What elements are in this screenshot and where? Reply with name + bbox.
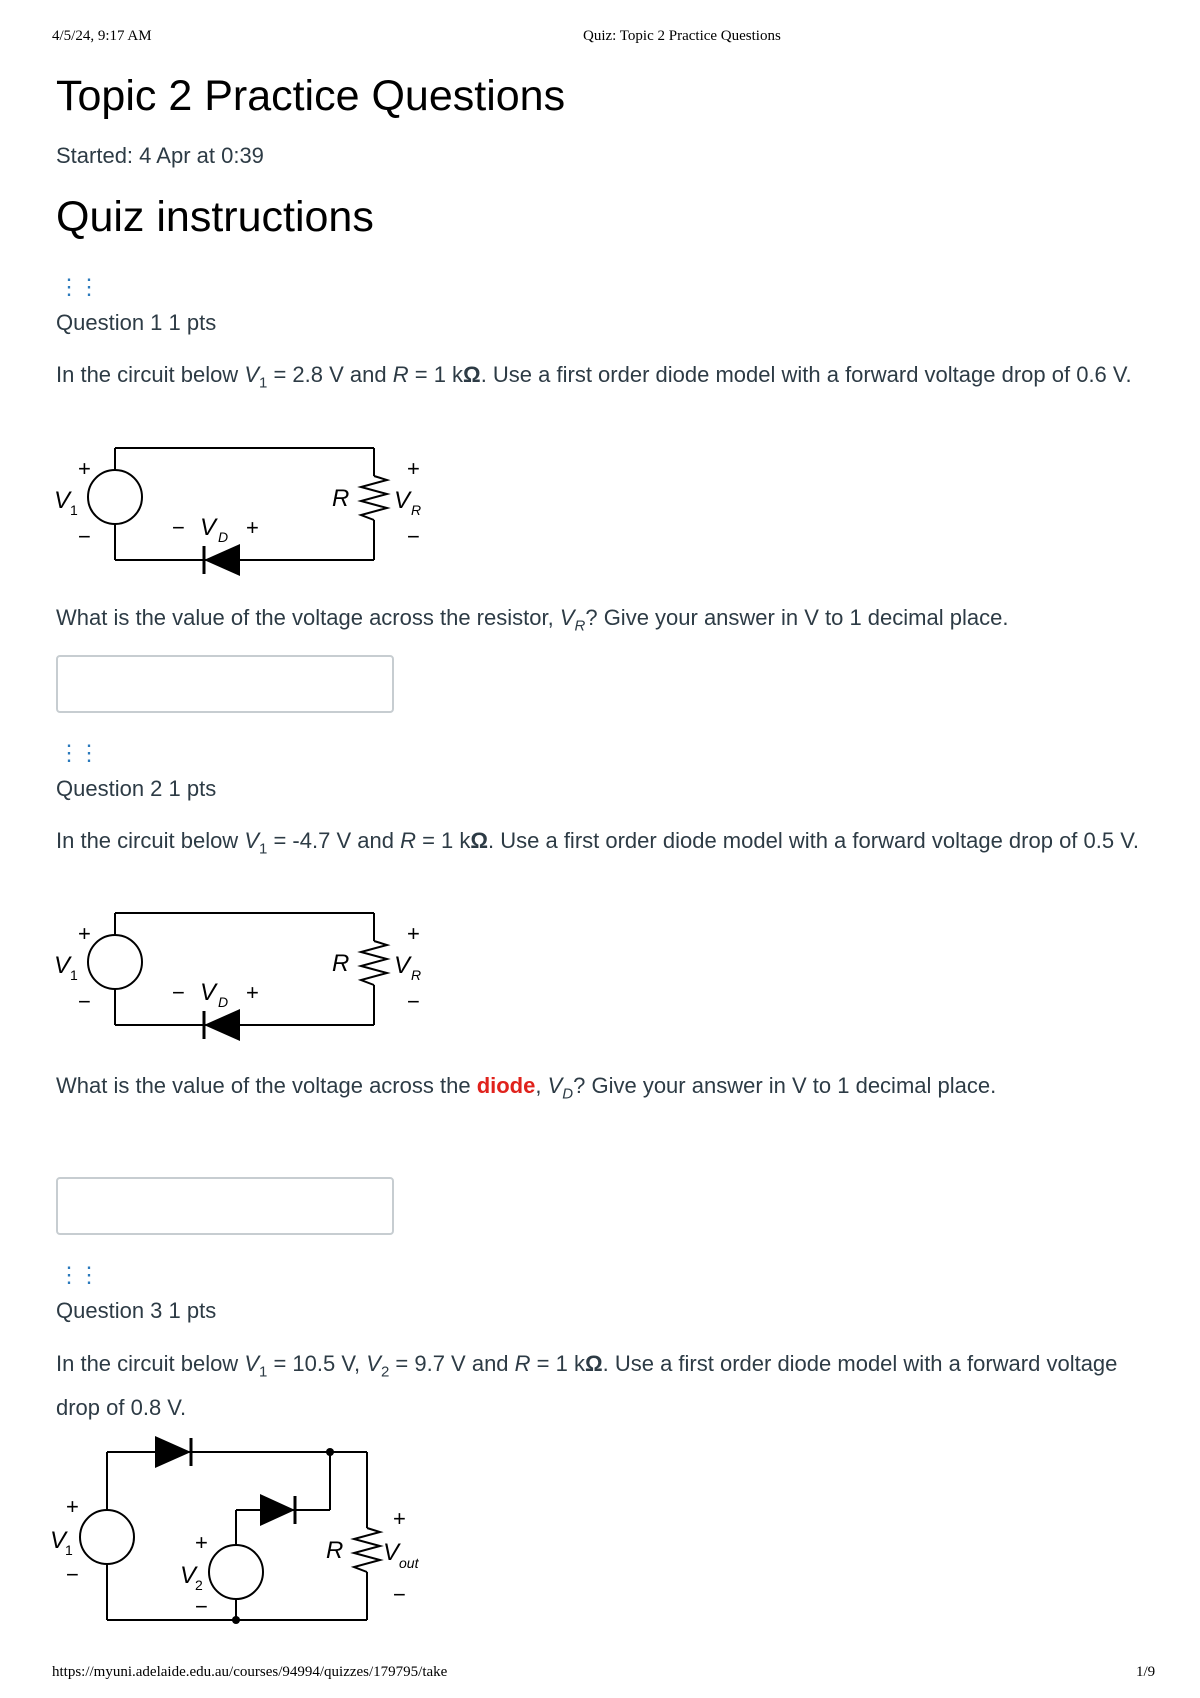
vr-label: V — [394, 487, 411, 514]
v1-plus-label: + — [78, 921, 91, 946]
v1-minus-label: − — [78, 989, 91, 1014]
v1-plus-label: + — [78, 456, 91, 481]
question-1-prompt: What is the value of the voltage across the resistor, $V_R$? Give your answer in V to 1 decimal place. — [56, 605, 1009, 635]
print-datetime: 4/5/24, 9:17 AM — [52, 28, 152, 44]
v2-label: V — [180, 1562, 197, 1589]
v1-label: V — [54, 952, 71, 979]
drag-handle-icon[interactable]: ⋮⋮ — [58, 274, 98, 299]
question-1-circuit-diagram — [50, 440, 440, 590]
question-2-text: In the circuit below $V_1 = -4.7$ V and R = 1 kΩ. Use a first order diode model with a forward voltage drop of 0.5 V. — [56, 828, 1139, 858]
junction-node — [232, 1616, 240, 1624]
quiz-started-time: Started: 4 Apr at 0:39 — [56, 143, 264, 168]
vd-label: V — [200, 514, 217, 541]
vr-plus-label: + — [407, 921, 420, 946]
vout-label: V — [383, 1539, 400, 1566]
v1-minus-label: − — [78, 524, 91, 549]
drag-handle-icon[interactable]: ⋮⋮ — [58, 740, 98, 765]
v1-plus-label: + — [66, 1494, 79, 1519]
v1-subscript: 1 — [70, 502, 78, 518]
diode-icon — [204, 544, 240, 576]
page-title: Topic 2 Practice Questions — [56, 72, 566, 120]
vd-minus-label: − — [172, 980, 185, 1005]
question-2-answer-input[interactable] — [56, 1177, 394, 1235]
vd-plus-label: + — [246, 515, 259, 540]
v1-subscript: 1 — [70, 967, 78, 983]
vd-subscript: D — [218, 529, 229, 545]
quiz-instructions-heading: Quiz instructions — [56, 193, 374, 241]
vr-subscript: R — [411, 967, 422, 983]
diode-icon — [155, 1436, 191, 1468]
question-1-heading: Question 1 1 pts — [56, 310, 217, 335]
question-1-answer-input[interactable] — [56, 655, 394, 713]
print-page-number: 1/9 — [1136, 1664, 1156, 1680]
vd-label: V — [200, 979, 217, 1006]
print-url: https://myuni.adelaide.edu.au/courses/94994/quizzes/179795/take — [52, 1664, 448, 1680]
v2-minus-label: − — [195, 1594, 208, 1619]
v1-minus-label: − — [66, 1562, 79, 1587]
resistor-label: R — [332, 485, 350, 512]
vd-minus-label: − — [172, 515, 185, 540]
question-2-heading: Question 2 1 pts — [56, 776, 217, 801]
question-3-heading: Question 3 1 pts — [56, 1298, 217, 1323]
vr-minus-label: − — [407, 989, 420, 1014]
vd-subscript: D — [218, 994, 229, 1010]
v1-label: V — [50, 1527, 67, 1554]
question-3-text: In the circuit below $V_1 = 10.5$ V, $V_2 = 9.7$ V and R = 1 kΩ. Use a first order diode model with a forward voltage drop of 0.8 V. — [56, 1351, 1118, 1421]
v1-subscript: 1 — [65, 1542, 73, 1558]
vr-minus-label: − — [407, 524, 420, 549]
vout-subscript: out — [399, 1555, 419, 1571]
v2-subscript: 2 — [195, 1577, 203, 1593]
vr-plus-label: + — [407, 456, 420, 481]
vout-minus-label: − — [393, 1582, 406, 1607]
vout-plus-label: + — [393, 1506, 406, 1531]
resistor-label: R — [326, 1537, 344, 1564]
junction-node — [326, 1448, 334, 1456]
v1-label: V — [54, 487, 71, 514]
question-3-circuit-diagram — [50, 1430, 450, 1630]
print-doc-title: Quiz: Topic 2 Practice Questions — [583, 28, 781, 44]
question-2-circuit-diagram — [50, 905, 440, 1055]
question-2-prompt: What is the value of the voltage across the diode, $V_D$? Give your answer in V to 1 decimal place. — [56, 1073, 997, 1103]
question-1-text: In the circuit below $V_1 = 2.8$ V and R = 1 kΩ. Use a first order diode model with a forward voltage drop of 0.6 V. — [56, 362, 1132, 392]
drag-handle-icon[interactable]: ⋮⋮ — [58, 1262, 98, 1287]
vr-label: V — [394, 952, 411, 979]
vr-subscript: R — [411, 502, 422, 518]
vd-plus-label: + — [246, 980, 259, 1005]
diode-icon — [260, 1494, 295, 1526]
diode-icon — [204, 1009, 240, 1041]
resistor-label: R — [332, 950, 350, 977]
v2-plus-label: + — [195, 1530, 208, 1555]
